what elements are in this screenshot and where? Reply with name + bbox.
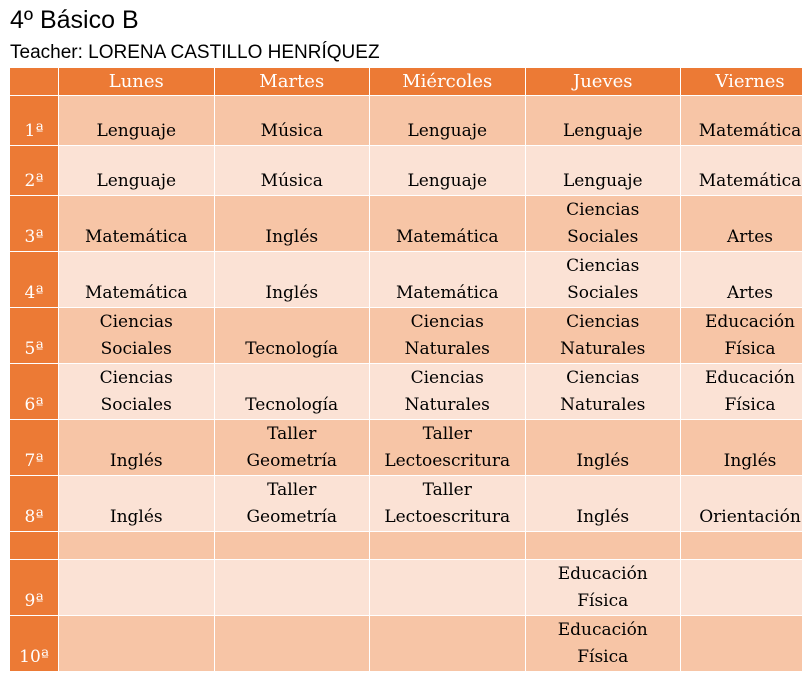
class-cell — [681, 96, 802, 146]
day-header-martes: Martes — [214, 68, 370, 96]
class-cell — [370, 196, 526, 252]
day-header-jueves: Jueves — [525, 68, 681, 96]
class-cell — [681, 252, 802, 308]
subject-text: Ciencias — [566, 312, 640, 332]
subject-text: Matemática — [698, 121, 802, 141]
subject-text: Física — [577, 647, 629, 667]
class-cell — [59, 560, 215, 616]
subject-text: Matemática — [395, 227, 499, 247]
class-cell — [214, 560, 370, 616]
period-row — [10, 616, 802, 672]
day-header-miercoles: Miércoles — [370, 68, 526, 96]
subject-text: Lectoescritura — [384, 451, 511, 471]
subject-text: Sociales — [100, 395, 172, 415]
class-cell — [525, 560, 681, 616]
subject-text: Lenguaje — [96, 121, 177, 141]
class-cell — [59, 308, 215, 364]
class-cell — [214, 308, 370, 364]
class-cell — [214, 96, 370, 146]
subject-text: Taller — [267, 480, 317, 500]
subject-text: Matemática — [395, 283, 499, 303]
subject-text: Taller — [422, 480, 472, 500]
subject-text: Lectoescritura — [384, 507, 511, 527]
period-number: 3ª — [10, 196, 59, 252]
period-row — [10, 146, 802, 196]
subject-text: Sociales — [567, 283, 639, 303]
subject-text: Naturales — [404, 395, 490, 415]
period-row — [10, 364, 802, 420]
subject-text: Geometría — [246, 451, 338, 471]
class-cell — [681, 476, 802, 532]
class-cell — [525, 96, 681, 146]
subject-text: Educación — [704, 368, 796, 388]
subject-text: Ciencias — [410, 368, 484, 388]
teacher-name: Teacher: LORENA CASTILLO HENRÍQUEZ — [10, 42, 380, 63]
class-cell — [370, 532, 526, 560]
class-cell — [525, 532, 681, 560]
subject-text: Física — [577, 591, 629, 611]
subject-text: Sociales — [567, 227, 639, 247]
subject-text: Tecnología — [245, 395, 339, 415]
class-cell — [214, 146, 370, 196]
class-cell — [370, 146, 526, 196]
class-cell — [370, 560, 526, 616]
subject-text: Tecnología — [245, 339, 339, 359]
period-number: 10ª — [10, 616, 59, 672]
subject-text: Orientación — [699, 507, 801, 527]
subject-text: Educación — [557, 564, 648, 584]
period-row — [10, 252, 802, 308]
class-cell — [525, 196, 681, 252]
day-header-lunes: Lunes — [59, 68, 215, 96]
class-cell — [59, 476, 215, 532]
subject-text: Matemática — [84, 283, 188, 303]
subject-text: Lenguaje — [407, 171, 488, 191]
class-cell — [681, 146, 802, 196]
period-number: 7ª — [10, 420, 59, 476]
class-cell — [525, 364, 681, 420]
subject-text: Naturales — [560, 339, 646, 359]
class-cell — [681, 308, 802, 364]
subject-text: Inglés — [109, 507, 163, 527]
class-cell — [59, 252, 215, 308]
subject-text: Lenguaje — [562, 121, 643, 141]
period-number: 5ª — [10, 308, 59, 364]
subject-text: Inglés — [576, 507, 630, 527]
subject-text: Lenguaje — [407, 121, 488, 141]
class-cell — [681, 616, 802, 672]
subject-text: Ciencias — [99, 368, 173, 388]
class-cell — [681, 560, 802, 616]
subject-text: Inglés — [723, 451, 777, 471]
period-number: 4ª — [10, 252, 59, 308]
subject-text: Física — [724, 395, 776, 415]
period-row — [10, 196, 802, 252]
class-cell — [59, 96, 215, 146]
period-number: 6ª — [10, 364, 59, 420]
subject-text: Matemática — [84, 227, 188, 247]
subject-text: Geometría — [246, 507, 338, 527]
subject-text: Educación — [704, 312, 796, 332]
class-cell — [59, 532, 215, 560]
page-title: 4º Básico B — [10, 6, 139, 34]
period-row — [10, 420, 802, 476]
subject-text: Ciencias — [566, 368, 640, 388]
class-cell — [214, 196, 370, 252]
day-header-row — [10, 68, 802, 96]
class-cell — [214, 364, 370, 420]
class-cell — [525, 146, 681, 196]
class-cell — [214, 420, 370, 476]
subject-text: Inglés — [265, 283, 319, 303]
day-header-viernes: Viernes — [681, 68, 802, 96]
class-cell — [370, 308, 526, 364]
period-row — [10, 308, 802, 364]
subject-text: Ciencias — [99, 312, 173, 332]
corner-cell — [10, 68, 59, 96]
class-cell — [681, 196, 802, 252]
class-cell — [370, 252, 526, 308]
class-cell — [59, 420, 215, 476]
subject-text: Inglés — [576, 451, 630, 471]
class-cell — [525, 252, 681, 308]
period-number: 2ª — [10, 146, 59, 196]
class-cell — [370, 96, 526, 146]
class-cell — [525, 420, 681, 476]
period-row — [10, 96, 802, 146]
class-cell — [370, 364, 526, 420]
class-cell — [214, 252, 370, 308]
subject-text: Lenguaje — [96, 171, 177, 191]
subject-text: Naturales — [560, 395, 646, 415]
class-cell — [59, 364, 215, 420]
subject-text: Inglés — [265, 227, 319, 247]
subject-text: Sociales — [100, 339, 172, 359]
break-row — [10, 532, 802, 560]
subject-text: Lenguaje — [562, 171, 643, 191]
subject-text: Ciencias — [566, 200, 640, 220]
schedule-table — [9, 67, 802, 672]
class-cell — [214, 532, 370, 560]
period-number: 8ª — [10, 476, 59, 532]
subject-text: Artes — [726, 227, 774, 247]
subject-text: Inglés — [109, 451, 163, 471]
subject-text: Música — [260, 171, 323, 191]
class-cell — [370, 616, 526, 672]
subject-text: Ciencias — [410, 312, 484, 332]
class-cell — [525, 308, 681, 364]
class-cell — [59, 146, 215, 196]
period-row — [10, 560, 802, 616]
class-cell — [525, 476, 681, 532]
class-cell — [370, 476, 526, 532]
subject-text: Matemática — [698, 171, 802, 191]
class-cell — [59, 196, 215, 252]
subject-text: Educación — [557, 620, 648, 640]
period-number: 9ª — [10, 560, 59, 616]
class-cell — [214, 616, 370, 672]
class-cell — [681, 420, 802, 476]
class-cell — [214, 476, 370, 532]
class-cell — [681, 364, 802, 420]
class-cell — [525, 616, 681, 672]
subject-text: Ciencias — [566, 256, 640, 276]
subject-text: Taller — [422, 424, 472, 444]
subject-text: Física — [724, 339, 776, 359]
subject-text: Música — [260, 121, 323, 141]
class-cell — [370, 420, 526, 476]
period-number: 1ª — [10, 96, 59, 146]
subject-text: Taller — [267, 424, 317, 444]
class-cell — [59, 616, 215, 672]
subject-text: Naturales — [404, 339, 490, 359]
subject-text: Artes — [726, 283, 774, 303]
period-row — [10, 476, 802, 532]
class-cell — [681, 532, 802, 560]
period-number — [10, 532, 59, 560]
